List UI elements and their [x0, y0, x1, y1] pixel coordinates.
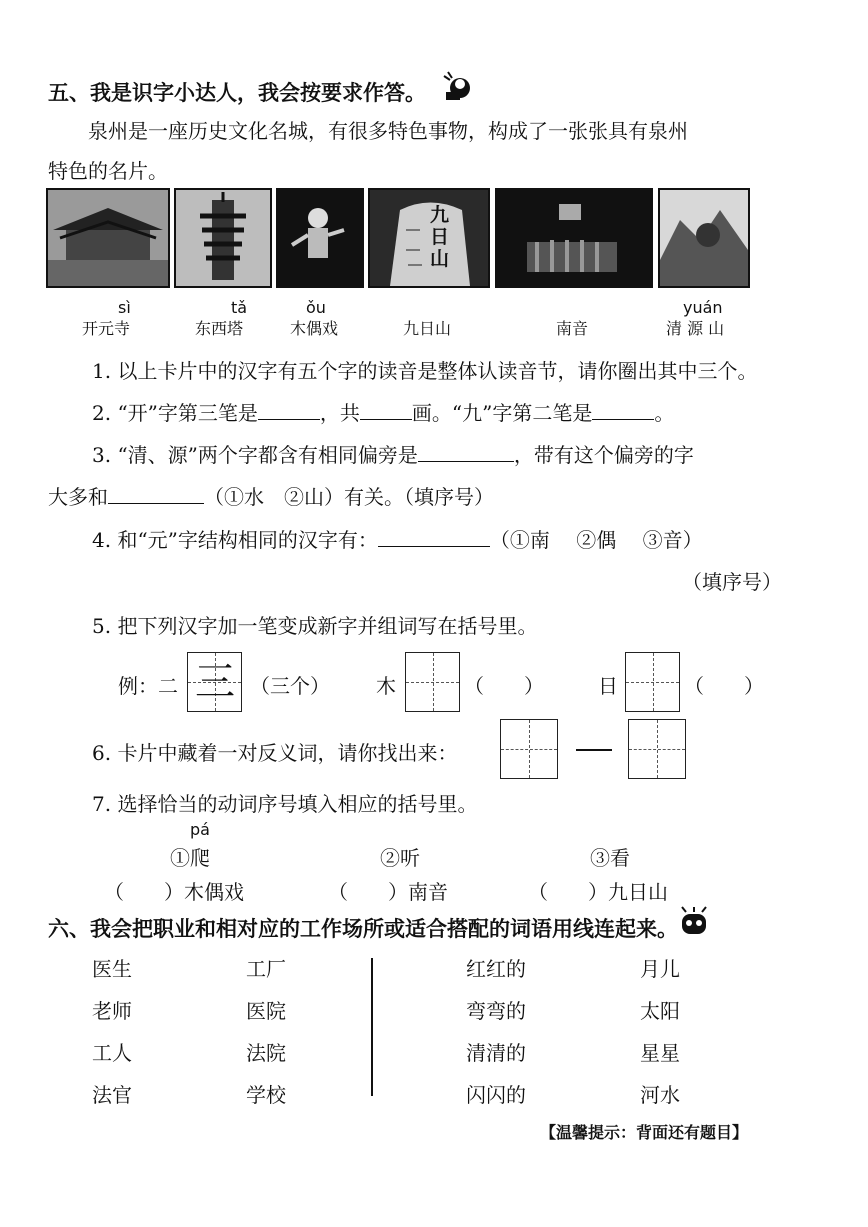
question-3-line-2	[48, 481, 494, 510]
answer-blank-meaning[interactable]	[108, 485, 204, 504]
card-label-dongxita: 东西塔	[195, 319, 244, 338]
footer-tip: 【温馨提示：背面还有题目】	[540, 1123, 749, 1142]
example-character: 三	[195, 659, 235, 705]
adj-twinkling[interactable]: 闪闪的	[466, 1083, 526, 1107]
answer-blank-radical[interactable]	[418, 443, 514, 462]
q2-text-c: 画。“九”字第二笔是	[411, 401, 593, 425]
question-1: 1. 以上卡片中的汉字有五个字的读音是整体认读音节，请你圈出其中三个。	[92, 359, 758, 383]
q5-char-mu: 木	[376, 674, 396, 698]
q3-text-b: ，带有这个偏旁的字	[513, 443, 694, 467]
adj-clear[interactable]: 清清的	[466, 1041, 526, 1065]
photo-east-west-pagoda	[174, 188, 272, 288]
noun-stars[interactable]: 星星	[640, 1041, 680, 1065]
photo-kaiyuan-temple	[46, 188, 170, 288]
fill-nanyin[interactable]: （ ）南音	[328, 880, 448, 904]
antonym-box-2[interactable]	[628, 719, 686, 779]
pinyin-ou: ǒu	[306, 298, 326, 317]
q5-example-word: （三个）	[250, 674, 330, 698]
intro-line-2: 特色的名片。	[48, 159, 168, 183]
adj-red[interactable]: 红红的	[466, 957, 526, 981]
section-5-title: 五、我是识字小达人，我会按要求作答。	[48, 81, 426, 105]
photo-jiuri-mountain	[368, 188, 490, 288]
q2-text-a: 2. “开”字第三笔是	[92, 401, 258, 425]
job-judge[interactable]: 法官	[92, 1083, 132, 1107]
fill-jiurishan[interactable]: （ ）九日山	[528, 880, 668, 904]
antonym-dash	[576, 749, 612, 751]
cartoon-robot-icon	[676, 906, 712, 944]
q2-text-d: 。	[654, 401, 675, 425]
q2-text-b: ，共	[319, 401, 360, 425]
intro-line-1: 泉州是一座历史文化名城，有很多特色事物，构成了一张张具有泉州	[88, 119, 688, 143]
pinyin-pa: pá	[190, 820, 210, 839]
job-doctor[interactable]: 医生	[92, 957, 132, 981]
question-2	[92, 397, 674, 426]
job-teacher[interactable]: 老师	[92, 999, 132, 1023]
stone-inscription: 九日山	[430, 204, 450, 270]
question-6: 6. 卡片中藏着一对反义词，请你找出来：	[92, 741, 458, 765]
card-label-muouxi: 木偶戏	[290, 319, 339, 338]
noun-river[interactable]: 河水	[640, 1083, 680, 1107]
q4-fill-hint: （填序号）	[682, 570, 782, 594]
q5-example-prefix: 例：二	[118, 674, 178, 698]
card-label-kaiyuansi: 开元寺	[82, 319, 131, 338]
card-label-jiurishan: 九日山	[403, 319, 452, 338]
cartoon-reader-icon	[440, 70, 476, 108]
antonym-box-1[interactable]	[500, 719, 558, 779]
pinyin-yuan: yuán	[683, 298, 723, 317]
q3-text-c: 大多和	[48, 485, 108, 509]
answer-blank-second-stroke[interactable]	[592, 401, 654, 420]
question-3-line-1	[92, 439, 694, 468]
write-box-mu[interactable]	[405, 652, 460, 712]
question-5: 5. 把下列汉字加一笔变成新字并组词写在括号里。	[92, 614, 538, 638]
photo-qingyuan-mountain	[658, 188, 750, 288]
write-box-ri[interactable]	[625, 652, 680, 712]
q4-text-a: 4. 和“元”字结构相同的汉字有：	[92, 528, 378, 552]
card-label-nanyin: 南音	[556, 319, 589, 338]
verb-option-pa: ①爬	[170, 846, 210, 870]
fill-muouxi[interactable]: （ ）木偶戏	[104, 880, 244, 904]
q3-text-a: 3. “清、源”两个字都含有相同偏旁是	[92, 443, 418, 467]
photo-nanyin-performance	[495, 188, 653, 288]
verb-option-kan: ③看	[590, 846, 630, 870]
place-hospital[interactable]: 医院	[246, 999, 286, 1023]
answer-blank-third-stroke[interactable]	[258, 401, 320, 420]
q3-text-d: （①水 ②山）有关。（填序号）	[204, 485, 494, 509]
place-court[interactable]: 法院	[246, 1041, 286, 1065]
column-divider	[371, 958, 373, 1096]
question-7: 7. 选择恰当的动词序号填入相应的括号里。	[92, 792, 478, 816]
noun-sun[interactable]: 太阳	[640, 999, 680, 1023]
verb-option-ting: ②听	[380, 846, 420, 870]
pinyin-si: sì	[118, 298, 131, 317]
pinyin-ta: tǎ	[231, 298, 248, 317]
place-school[interactable]: 学校	[246, 1083, 286, 1107]
q5-char-ri: 日	[598, 674, 618, 698]
card-label-qingyuanshan: 清 源 山	[666, 319, 725, 338]
adj-curved[interactable]: 弯弯的	[466, 999, 526, 1023]
paren-word-mu[interactable]: （ ）	[464, 674, 544, 698]
paren-word-ri[interactable]: （ ）	[684, 674, 764, 698]
answer-blank-structure[interactable]	[378, 528, 490, 547]
answer-blank-stroke-count[interactable]	[360, 401, 412, 420]
photo-puppet-show	[276, 188, 364, 288]
q4-text-b: （①南 ②偶 ③音）	[489, 528, 703, 552]
question-4	[92, 524, 703, 553]
noun-moon[interactable]: 月儿	[640, 957, 680, 981]
example-character-box	[187, 652, 242, 712]
place-factory[interactable]: 工厂	[246, 957, 286, 981]
job-worker[interactable]: 工人	[92, 1041, 132, 1065]
section-6-title: 六、我会把职业和相对应的工作场所或适合搭配的词语用线连起来。	[48, 917, 678, 941]
